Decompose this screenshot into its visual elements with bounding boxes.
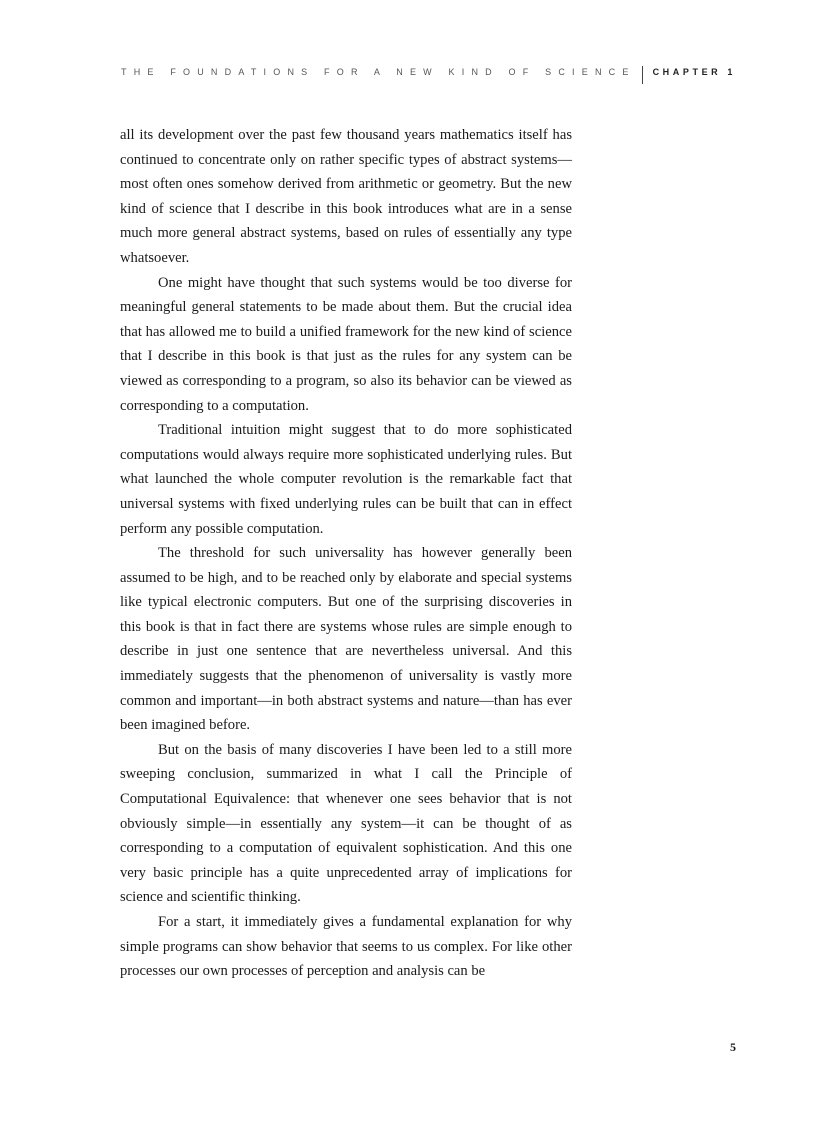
running-head-title: THE FOUNDATIONS FOR A NEW KIND OF SCIENCE [121,67,636,77]
running-head-chapter: CHAPTER 1 [652,67,736,77]
paragraph: all its development over the past few thousand years mathematics itself has continued to concentrate only on rather specific types of abstract systems—most often ones somehow derived from arithmetic or geometry. But the new kind of science that I describe in this book introduces what are in a sense much more general abstract systems, based on rules of essentially any type whatsoever. [120,127,572,266]
running-head-divider [642,66,643,84]
running-head [120,63,736,81]
paragraph: Traditional intuition might suggest that to do more sophisticated computations would always require more sophisticated underlying rules. But what launched the whole computer revolution is the remarkable fact that universal systems with fixed underlying rules can be built that can in effect perform any possible computation. [120,422,572,537]
page-number: 5 [730,1040,736,1054]
paragraph: For a start, it immediately gives a fundamental explanation for why simple programs can show behavior that seems to us complex. For like other processes our own processes of perception and analysis can be [120,914,572,980]
body-text [120,123,572,984]
paragraph: The threshold for such universality has however generally been assumed to be high, and to be reached only by elaborate and special systems like typical electronic computers. But one of the surprising discoveries in this book is that in fact there are systems whose rules are simple enough to describe in just one sentence that are nevertheless universal. And this immediately suggests that the phenomenon of universality is vastly more common and important—in both abstract systems and nature—than has ever been imagined before. [120,545,572,734]
paragraph: One might have thought that such systems would be too diverse for meaningful general statements to be made about them. But the crucial idea that has allowed me to build a unified framework for the new kind of science that I describe in this book is that just as the rules for any system can be viewed as corresponding to a program, so also its behavior can be viewed as corresponding to a computation. [120,274,572,414]
paragraph: But on the basis of many discoveries I have been led to a still more sweeping conclusion, summarized in what I call the Principle of Computational Equivalence: that whenever one sees behavior that is not obviously simple—in essentially any system—it can be thought of as corresponding to a computation of equivalent sophistication. And this one very basic principle has a quite unprecedented array of implications for science and scientific thinking. [120,741,572,906]
